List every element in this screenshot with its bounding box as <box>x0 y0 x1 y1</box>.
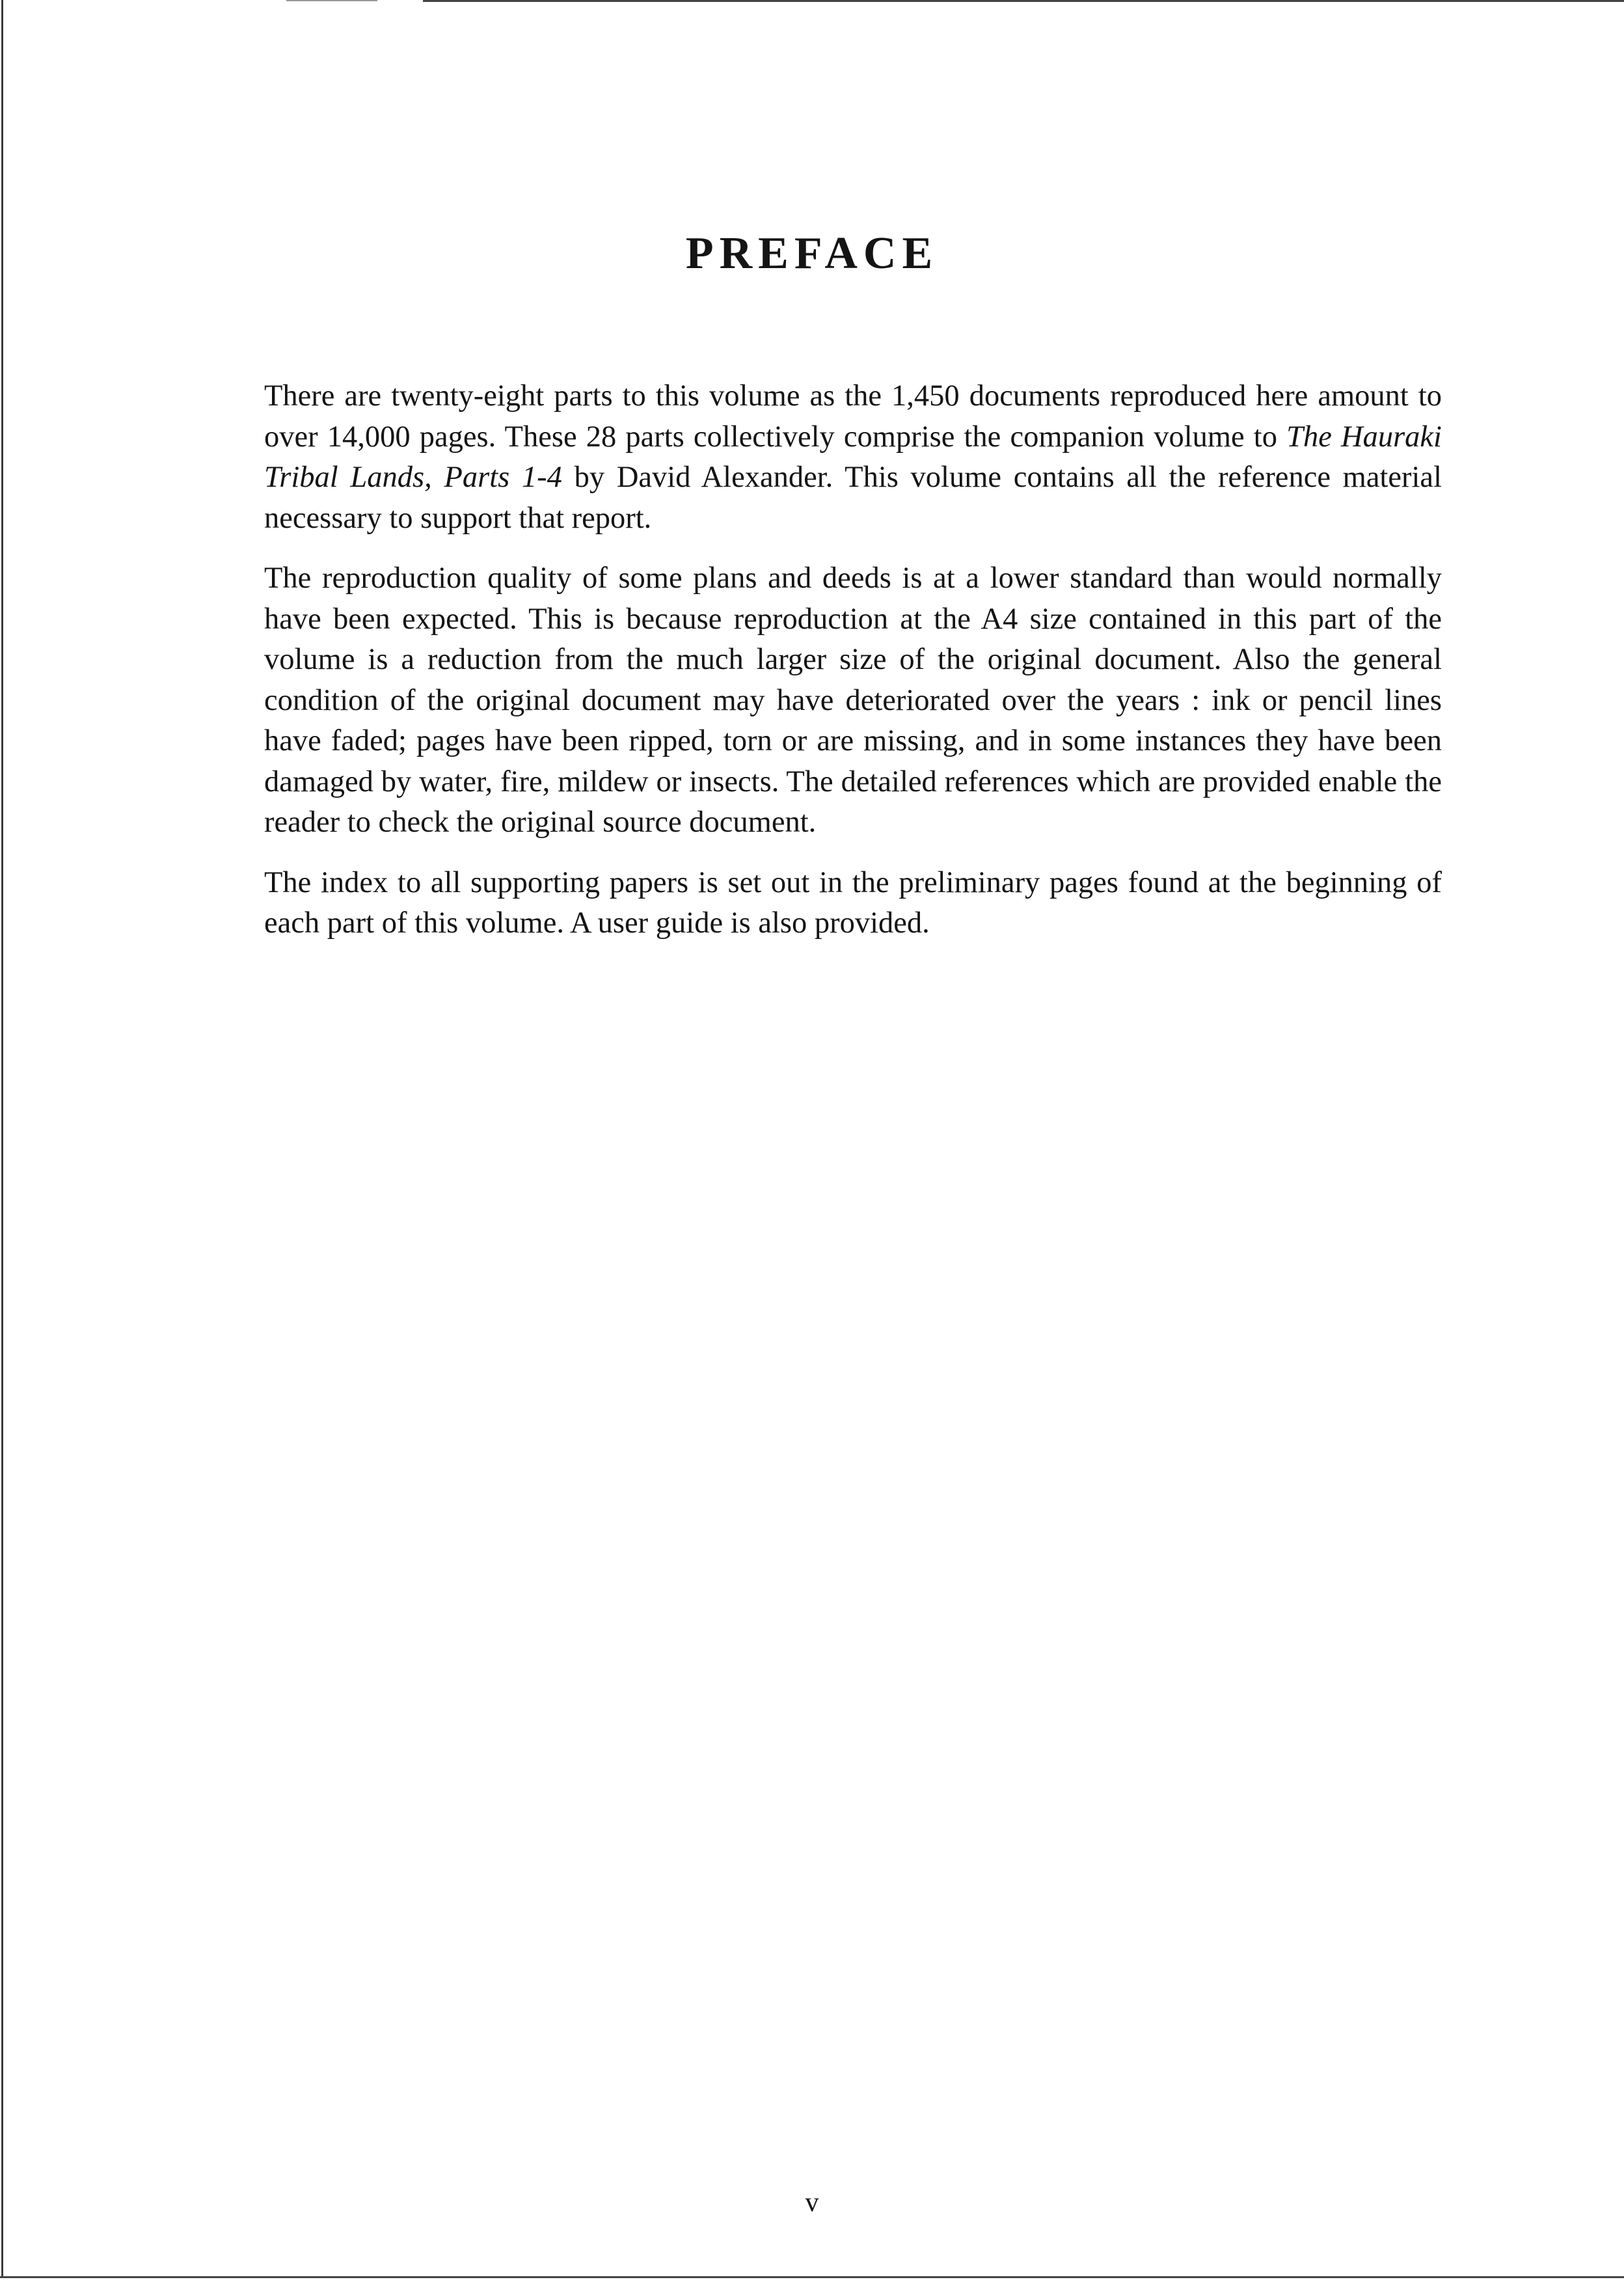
book-title-italic: The Hauraki Tribal Lands, Parts 1-4 <box>264 420 1442 494</box>
paragraph-3: The index to all supporting papers is set out in the preliminary pages found at the beginning of each part of this volume. A user guide is also provided. <box>264 865 1442 940</box>
page-number: v <box>805 2188 819 2218</box>
paragraph-1-text-start: There are twenty-eight parts to this volume as the 1,450 documents reproduced here amount to over 14,000 pages. These 28 parts collectively comprise the companion volume to <box>264 379 1442 454</box>
scan-edge-left <box>1 0 3 2277</box>
scan-edge-top-faint <box>286 0 377 1</box>
paragraph-2: The reproduction quality of some plans and deeds is at a lower standard than would normally have been expected. This is because reproduction at the A4 size contained in this part of the volume is a reduction from the much larger size of the original document. Also the general condition of the original document may have deteriorated over the years : ink or pencil lines have faded; pages have been ripped, torn or are missing, and in some instances they have been damaged by water, fire, mildew or insects. The detailed references which are provided enable the reader to check the original source document. <box>264 562 1442 839</box>
scan-edge-bottom <box>0 2276 1624 2278</box>
preface-body <box>264 376 1442 964</box>
page-title: PREFACE <box>685 228 939 279</box>
paragraph-1-text-end: by David Alexander. This volume contains all the reference material necessary to support that report. <box>264 461 1442 535</box>
paragraph-1 <box>264 376 1442 539</box>
scan-edge-top <box>423 0 1624 2</box>
